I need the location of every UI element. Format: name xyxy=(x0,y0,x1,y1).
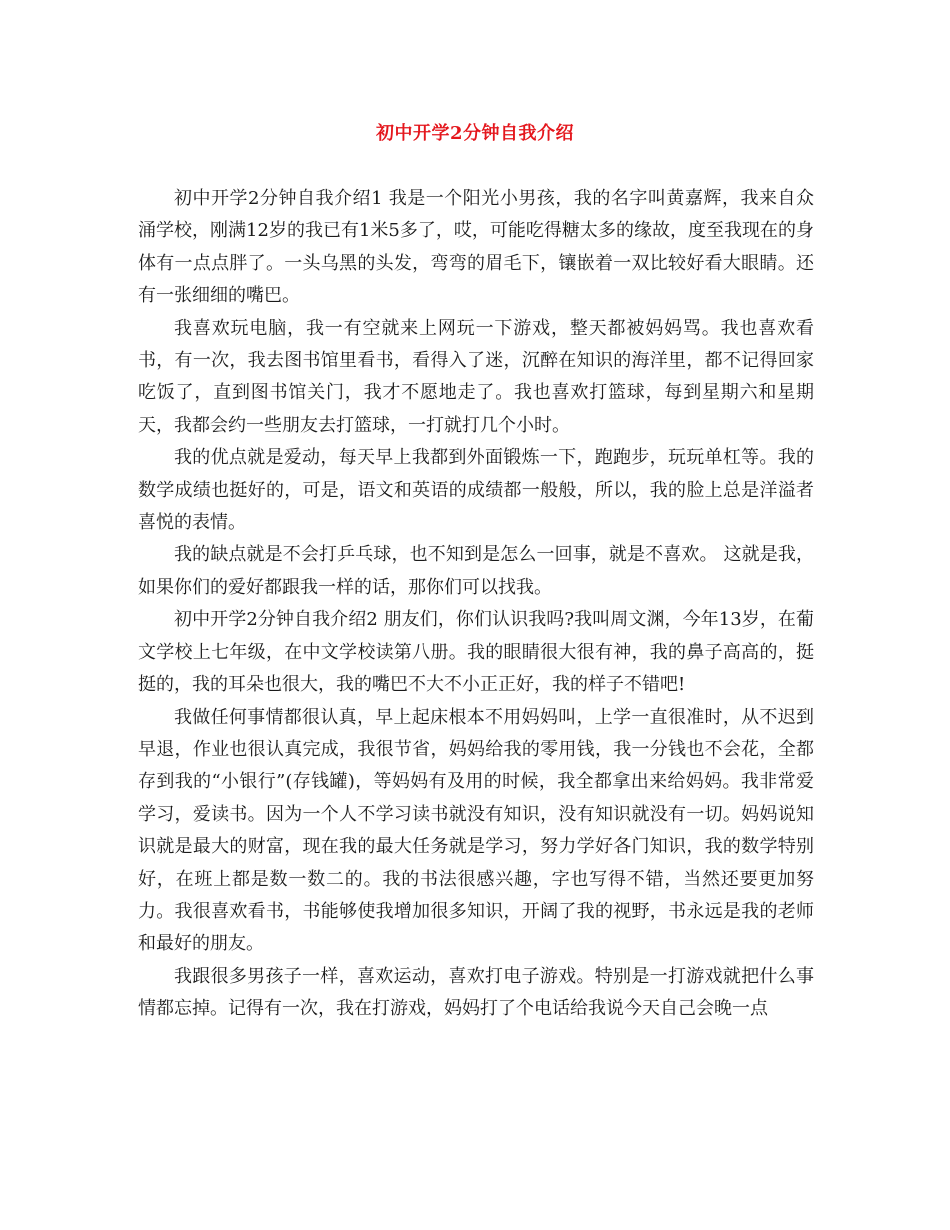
paragraph: 我的缺点就是不会打乒乓球，也不知到是怎么一回事，就是不喜欢。 这就是我，如果你们的爱好都跟我一样的话，那你们可以找我。 xyxy=(138,544,814,598)
paragraph: 我做任何事情都很认真，早上起床根本不用妈妈叫，上学一直很准时，从不迟到早退，作业也很认真完成，我很节省，妈妈给我的零用钱，我一分钱也不会花，全都存到我的“小银行”(存钱罐)，等妈妈有及用的时候，我全都拿出来给妈妈。我非常爱学习，爱读书。因为一个人不学习读书就没有知识，没有知识就没有一切。妈妈说知识就是最大的财富，现在我的最大任务就是学习，努力学好各门知识，我的数学特别好，在班上都是数一数二的。我的书法很感兴趣，字也写得不错，当然还要更加努力。我很喜欢看书，书能够使我增加很多知识，开阔了我的视野，书永远是我的老师和最好的朋友。 xyxy=(138,706,814,955)
paragraph: 初中开学2分钟自我介绍1 我是一个阳光小男孩，我的名字叫黄嘉辉，我来自众涌学校，刚满12岁的我已有1米5多了，哎，可能吃得糖太多的缘故，度至我现在的身体有一点点胖了。一头乌黑的头发，弯弯的眉毛下，镶嵌着一双比较好看大眼睛。还有一张细细的嘴巴。 xyxy=(138,188,814,307)
paragraph: 我跟很多男孩子一样，喜欢运动，喜欢打电子游戏。特别是一打游戏就把什么事情都忘掉。记得有一次，我在打游戏，妈妈打了个电话给我说今天自己会晚一点 xyxy=(138,965,814,1020)
paragraph: 初中开学2分钟自我介绍2 朋友们，你们认识我吗?我叫周文渊，今年13岁，在葡文学校上七年级，在中文学校读第八册。我的眼睛很大很有神，我的鼻子高高的，挺挺的，我的耳朵也很大，我的嘴巴不大不小正正好，我的样子不错吧! xyxy=(138,609,814,696)
document-body xyxy=(138,183,814,1026)
document-title: 初中开学2分钟自我介绍 xyxy=(375,123,575,144)
paragraph: 我喜欢玩电脑，我一有空就来上网玩一下游戏，整天都被妈妈骂。我也喜欢看书，有一次，我去图书馆里看书，看得入了迷，沉醉在知识的海洋里，都不记得回家吃饭了，直到图书馆关门，我才不愿地走了。我也喜欢打篮球，每到星期六和星期天，我都会约一些朋友去打篮球，一打就打几个小时。 xyxy=(138,317,814,436)
paragraph: 我的优点就是爱动，每天早上我都到外面锻炼一下，跑跑步，玩玩单杠等。我的数学成绩也挺好的，可是，语文和英语的成绩都一般般，所以，我的脸上总是洋溢者喜悦的表情。 xyxy=(138,447,814,534)
